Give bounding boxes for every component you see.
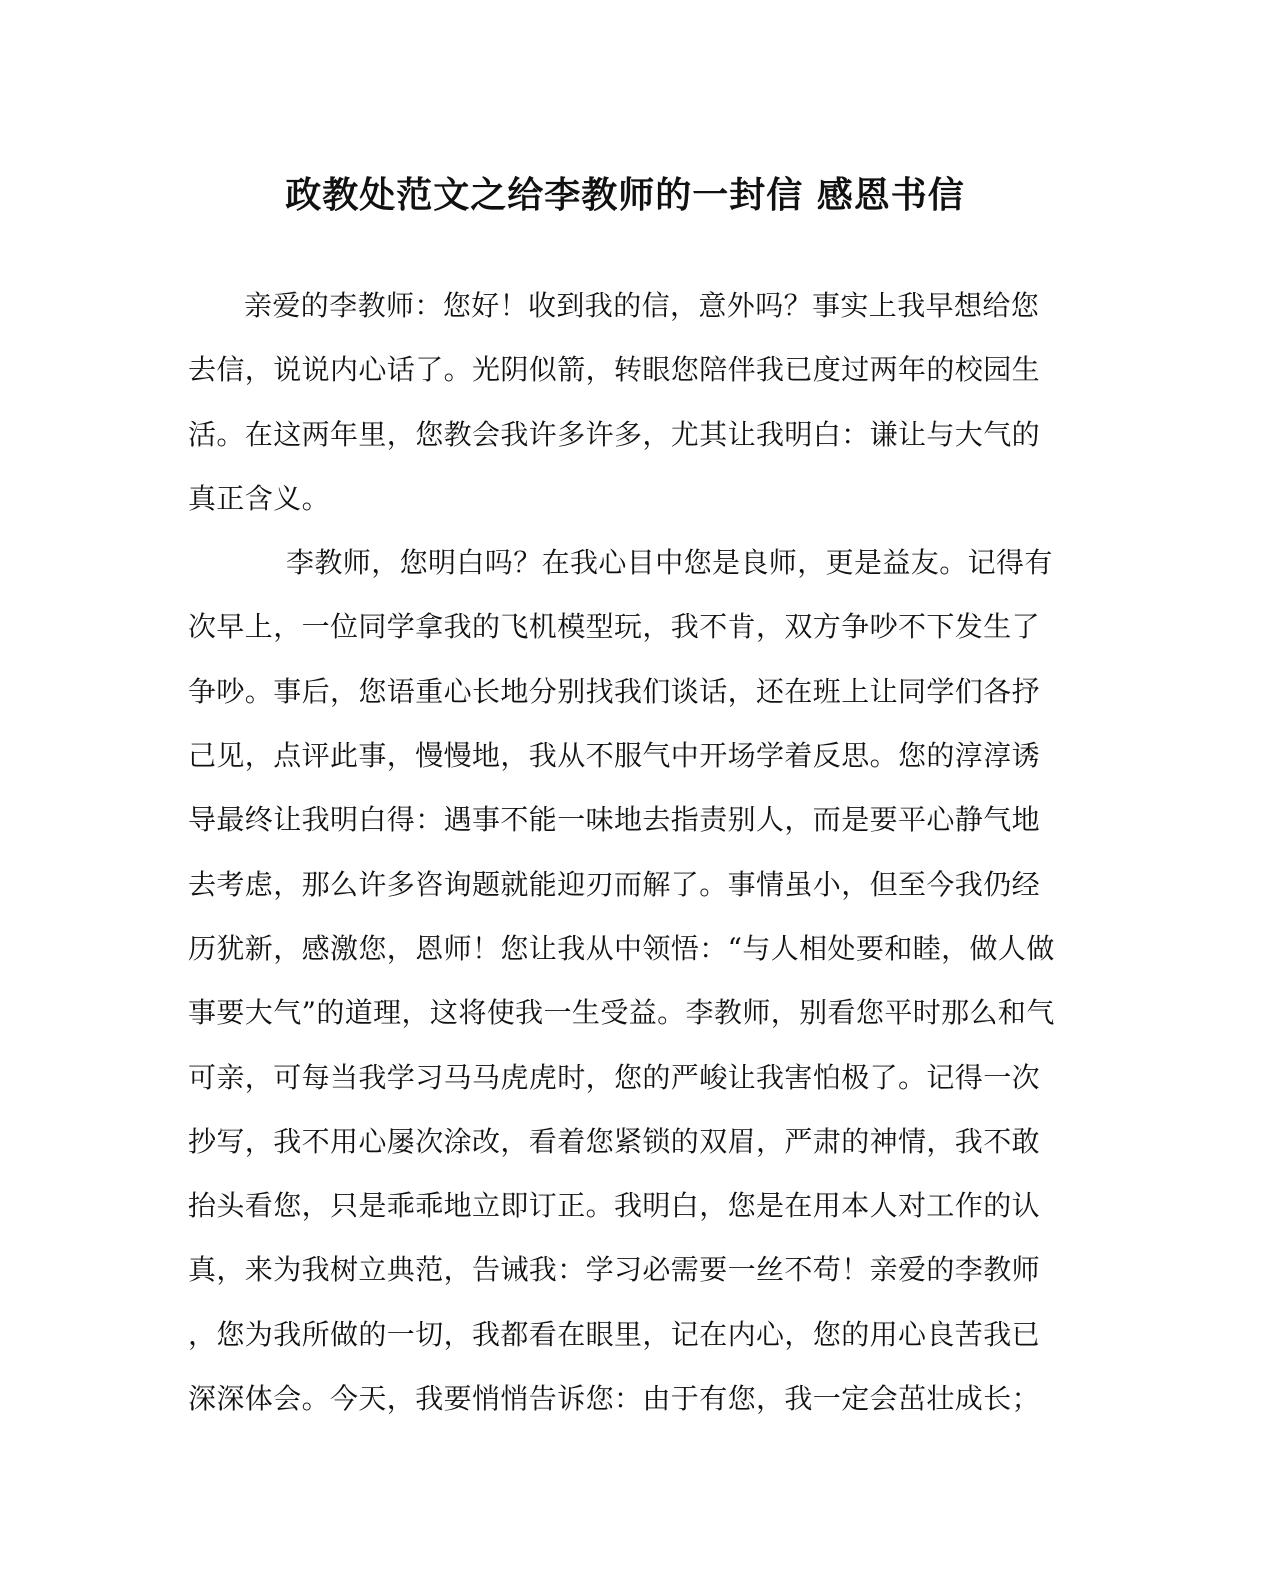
body-line: 导最终让我明白得：遇事不能一味地去指责别人，而是要平心静气地 (188, 803, 1041, 837)
body-line: 深深体会。今天，我要悄悄告诉您：由于有您，我一定会茁壮成长； (188, 1382, 1041, 1416)
body-line: 去信，说说内心话了。光阴似箭，转眼您陪伴我已度过两年的校园生 (188, 353, 1041, 387)
letter-body (188, 282, 1088, 1439)
body-line: 己见，点评此事，慢慢地，我从不服气中开场学着反思。您的淳淳诱 (188, 739, 1041, 773)
body-line: 次早上，一位同学拿我的飞机模型玩，我不肯，双方争吵不下发生了 (188, 610, 1041, 644)
body-line: 活。在这两年里，您教会我许多许多，尤其让我明白：谦让与大气的 (188, 417, 1041, 451)
body-line: 亲爱的李教师：您好！收到我的信，意外吗？事实上我早想给您 (244, 289, 1040, 322)
body-line: 去考虑，那么许多咨询题就能迎刃而解了。事情虽小，但至今我仍经 (188, 867, 1041, 901)
document-title: 政教处范文之给李教师的一封信 感恩书信 (285, 174, 965, 216)
body-line: ，您为我所做的一切，我都看在眼里，记在内心，您的用心良苦我已 (188, 1317, 1041, 1351)
body-line: 真，来为我树立典范，告诫我：学习必需要一丝不苟！亲爱的李教师 (188, 1253, 1041, 1287)
body-line: 李教师，您明白吗？在我心目中您是良师，更是益友。记得有 (286, 546, 1053, 580)
body-line: 争吵。事后，您语重心长地分别找我们谈话，还在班上让同学们各抒 (188, 674, 1041, 708)
body-line: 历犹新，感激您，恩师！您让我从中领悟：“与人相处要和睦，做人做 (188, 931, 1055, 965)
body-line: 事要大气”的道理，这将使我一生受益。李教师，别看您平时那么和气 (188, 996, 1055, 1030)
body-line: 可亲，可每当我学习马马虎虎时，您的严峻让我害怕极了。记得一次 (188, 1060, 1041, 1094)
body-line: 抬头看您，只是乖乖地立即订正。我明白，您是在用本人对工作的认 (188, 1189, 1041, 1223)
body-line: 抄写，我不用心屡次涂改，看着您紧锁的双眉，严肃的神情，我不敢 (188, 1124, 1041, 1158)
body-line: 真正含义。 (188, 481, 331, 515)
